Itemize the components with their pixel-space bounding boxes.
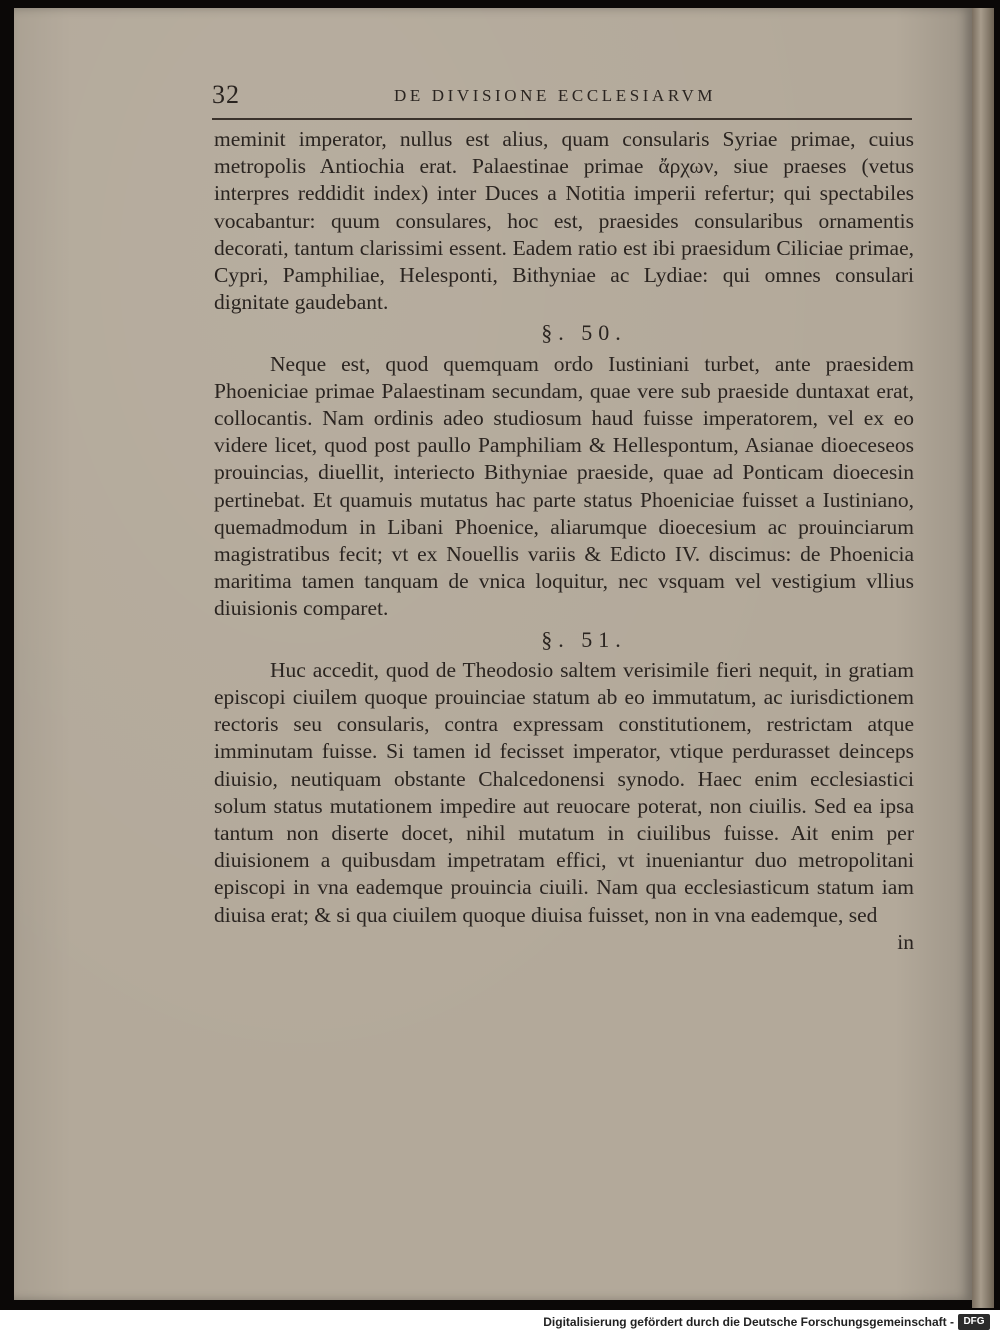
page-number: 32 (212, 80, 240, 109)
section-heading-51: §. 51. (541, 626, 627, 652)
paragraph-section-50: Neque est, quod quemquam ordo Iustiniani turbet, ante praesidem Phoeniciae primae Palaestinam secundam, quae vere sub praeside duntaxat erat, collocantis. Nam ordinis adeo studiosum haud fuisse imperatorem, vel ex eo videre licet, quod post paullo Pamphiliam & Hellespontum, Asianae dioeceseos prouincias, diuellit, interiecto Bithyniae praeside, quae ad Ponticam dioecesin pertinebat. Et quamuis mutatus hac parte status Phoeniciae fuisset a Iustiniano, quemadmodum in Libani Phoenice, aliarumque dioecesium ac prouinciarum magistratibus fecit; vt ex Nouellis variis & Edicto IV. discimus: de Phoenicia maritima tamen tanquam de vnica loquitur, nec vsquam vel vestigium vllius diuisionis comparet. (214, 351, 914, 621)
dfg-logo-icon: DFG (958, 1314, 990, 1330)
footer-credit: Digitalisierung gefördert durch die Deutsche Forschungsgemeinschaft - (543, 1315, 954, 1329)
catchword: in (897, 929, 914, 954)
header-rule (212, 118, 912, 120)
footer-bar (0, 1310, 1000, 1334)
paragraph-continued: meminit imperator, nullus est alius, quam consularis Syriae primae, cuius metropolis Antiochia erat. Palaestinae primae ἄρχων, siue praeses (vetus interpres reddidit index) inter Duces a Notitia imperii refertur; qui spectabiles vocabantur: quum consulares, hoc est, praesides consularibus ornamentis decorati, tantum clarissimi essent. Eadem ratio est ibi praesidum Ciliciae primae, Cypri, Pamphiliae, Helesponti, Bithyniae ac Lydiae: qui omnes consulari dignitate gaudebant. (214, 127, 914, 315)
paragraph-section-51: Huc accedit, quod de Theodosio saltem verisimile fieri nequit, in gratiam episcopi ciuilem quoque prouinciae statum ab eo immutatum, ac iurisdictionem rectoris seu consularis, contra expressam constitutionem, restrictam atque imminutam fuisse. Si tamen id fecisset imperator, vtique perdurasset deinceps diuisio, neutiquam obstante Chalcedonensi synodo. Haec enim ecclesiastici solum status mutationem impedire aut reuocare poterat, non ciuilis. Sed ea ipsa tantum non diserte docet, nihil mutatum in ciuilibus fuisse. Ait enim per diuisionem a quibusdam impetratam effici, vt inueniantur duo metropolitani episcopi in vna eademque prouincia ciuili. Nam qua ecclesiasticum statum iam diuisa erat; & si qua ciuilem quoque diuisa fuisset, non in vna eademque, sed (214, 657, 914, 927)
body-text (214, 126, 914, 956)
page-header (212, 78, 912, 114)
page-edge (972, 8, 994, 1308)
section-heading-50: §. 50. (541, 320, 627, 346)
running-title: DE DIVISIONE ECCLESIARVM (394, 86, 717, 105)
